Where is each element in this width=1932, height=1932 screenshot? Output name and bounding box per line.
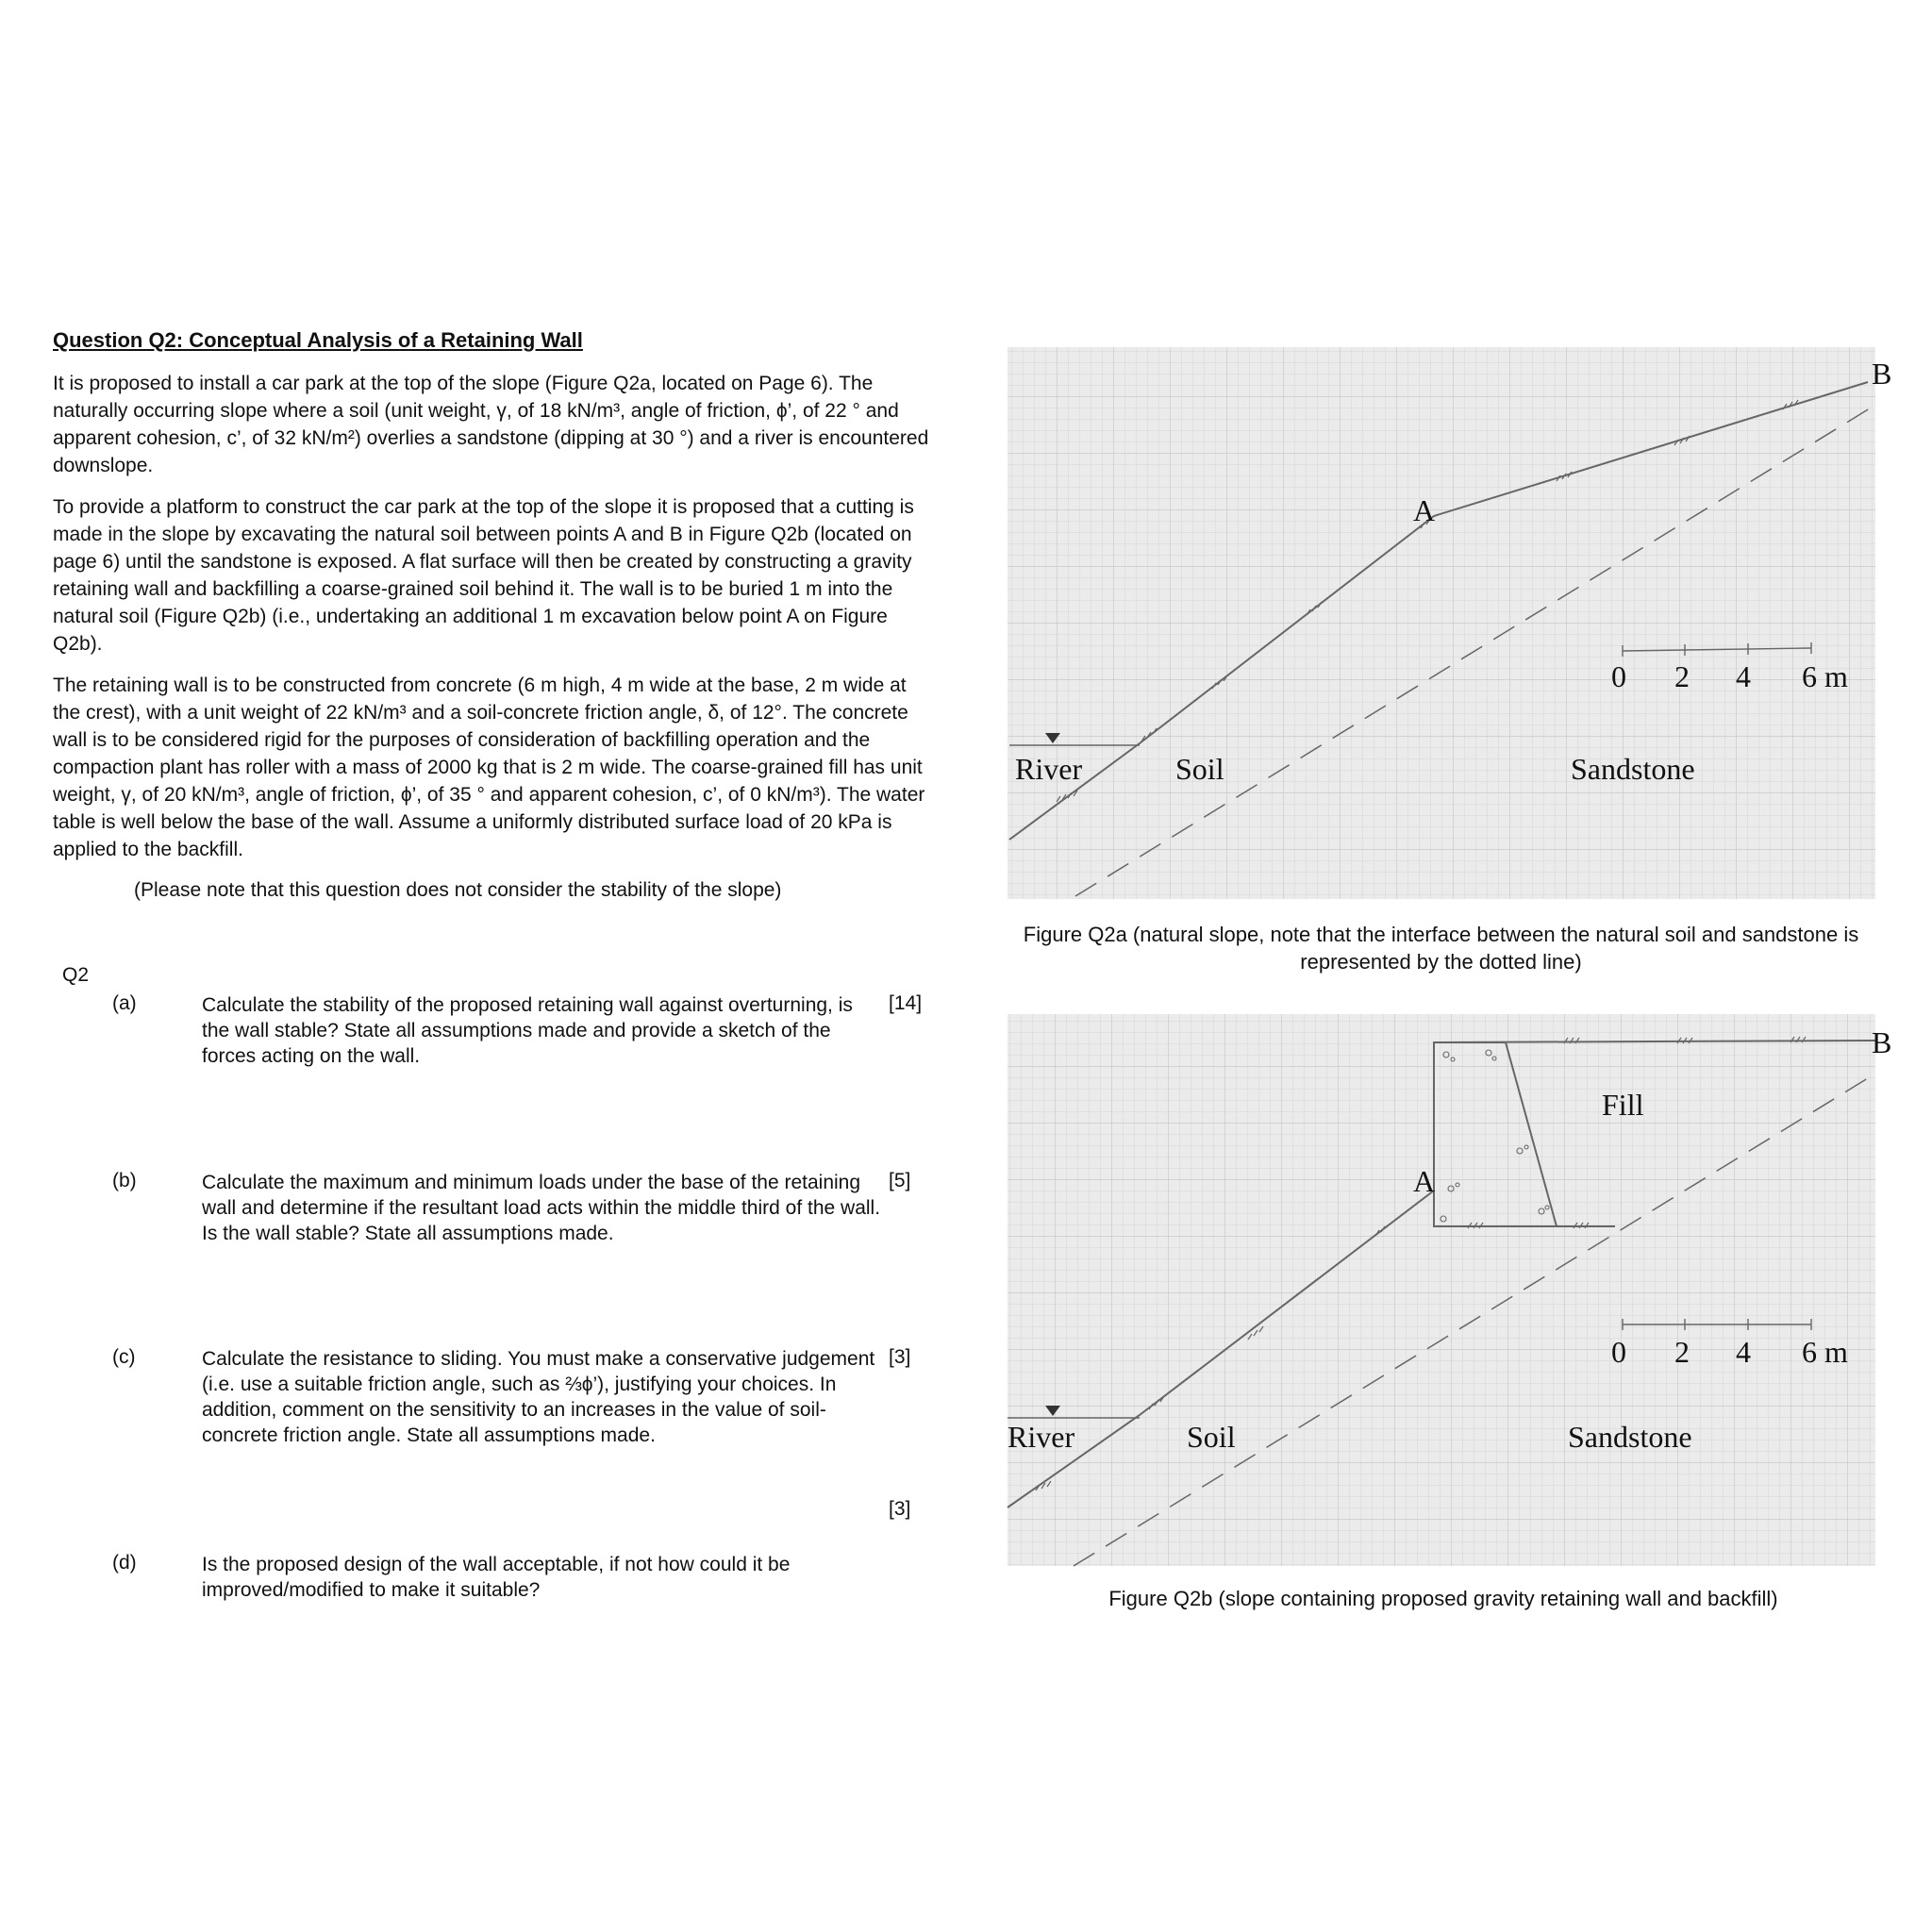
- scale-4: 4: [1736, 659, 1751, 693]
- figure-q2b-caption: Figure Q2b (slope containing proposed gravity retaining wall and backfill): [1108, 1587, 1778, 1610]
- scale-6m: 6 m: [1802, 1335, 1848, 1369]
- soil-label: Soil: [1175, 752, 1224, 786]
- scale-4: 4: [1736, 1335, 1751, 1369]
- river-label: River: [1008, 1420, 1075, 1454]
- scale-2: 2: [1674, 1335, 1690, 1369]
- point-a-label: A: [1413, 493, 1436, 527]
- question-label: Q2: [62, 964, 90, 986]
- figure-q2a: [1000, 340, 1906, 906]
- part-d-marks: [3]: [889, 1498, 911, 1520]
- question-heading: Question Q2: Conceptual Analysis of a Retaining Wall: [53, 328, 583, 352]
- fill-label: Fill: [1602, 1088, 1644, 1122]
- part-c-text: Calculate the resistance to sliding. You must make a conservative judgement (i.e. use a suitable friction angle, such as ⅔ϕ’), justifying your choices. In addition, comment on the sensitivity to an increases in the value of soil-concrete friction angle. State all assumptions made.: [202, 1348, 875, 1446]
- part-b-text: Calculate the maximum and minimum loads under the base of the retaining wall and determine if the resultant load acts within the middle third of the wall. Is the wall stable? State all assumptions made.: [202, 1172, 881, 1244]
- cutting-paragraph: To provide a platform to construct the car park at the top of the slope it is proposed that a cutting is made in the slope by excavating the natural soil between points A and B in Figure Q2b (located on page 6) until the sandstone is exposed. A flat surface will then be created by constructing a gravity retaining wall and backfilling a coarse-grained soil behind it. The wall is to be buried 1 m into the natural soil (Figure Q2b) (i.e., undertaking an additional 1 m excavation below point A on Figure Q2b).: [53, 496, 914, 655]
- sandstone-label: Sandstone: [1571, 752, 1695, 786]
- wall-paragraph: The retaining wall is to be constructed from concrete (6 m high, 4 m wide at the base, 2 m wide at the crest), with a unit weight of 22 kN/m³ and a soil-concrete friction angle, δ, of 12°. The concrete wall is to be considered rigid for the purposes of consideration of backfilling operation and the compaction plant has roller with a mass of 2000 kg that is 2 m wide. The coarse-grained fill has unit weight, γ, of 20 kN/m³, angle of friction, ϕ’, of 35 ° and apparent cohesion, c’, of 0 kN/m³). The water table is well below the base of the wall. Assume a uniformly distributed surface load of 20 kPa is applied to the backfill.: [53, 675, 925, 860]
- intro-paragraph: It is proposed to install a car park at the top of the slope (Figure Q2a, located on Page 6). The naturally occurring slope where a soil (unit weight, γ, of 18 kN/m³, angle of friction, ϕ’, of 22 ° and apparent cohesion, c’, of 32 kN/m²) overlies a sandstone (dipping at 30 °) and a river is encountered downslope.: [53, 373, 929, 476]
- part-b-marks: [5]: [889, 1170, 911, 1191]
- part-a-marks: [14]: [889, 992, 923, 1014]
- river-label: River: [1015, 752, 1083, 786]
- scale-2: 2: [1674, 659, 1690, 693]
- part-d-letter: (d): [112, 1552, 137, 1574]
- part-c-letter: (c): [112, 1346, 136, 1368]
- scale-6m: 6 m: [1802, 659, 1848, 693]
- soil-label: Soil: [1187, 1420, 1236, 1454]
- part-c-marks: [3]: [889, 1346, 911, 1368]
- point-b-label: B: [1872, 357, 1892, 391]
- point-a-label: A: [1413, 1164, 1436, 1198]
- slope-note: (Please note that this question does not consider the stability of the slope): [134, 879, 782, 901]
- figure-q2b: [998, 1009, 1906, 1575]
- part-b-letter: (b): [112, 1170, 137, 1191]
- part-a-letter: (a): [112, 992, 137, 1014]
- figure-q2a-caption: Figure Q2a (natural slope, note that the interface between the natural soil and sandstone is represented by the dotted line): [1023, 923, 1859, 974]
- point-b-label: B: [1872, 1025, 1892, 1059]
- scale-0: 0: [1611, 1335, 1626, 1369]
- scale-0: 0: [1611, 659, 1626, 693]
- sandstone-label: Sandstone: [1568, 1420, 1692, 1454]
- part-a-text: Calculate the stability of the proposed retaining wall against overturning, is the wall stable? State all assumptions made and provide a sketch of the forces acting on the wall.: [202, 994, 853, 1067]
- part-d-text: Is the proposed design of the wall acceptable, if not how could it be improved/modified to make it suitable?: [202, 1554, 791, 1601]
